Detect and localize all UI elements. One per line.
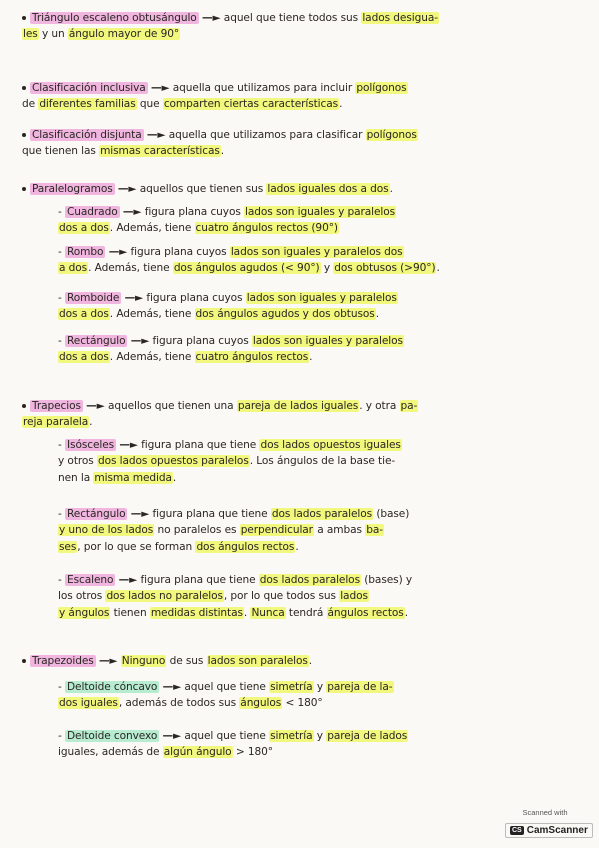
bullet-icon <box>22 404 26 408</box>
note-clasificacion-inclusiva: Clasificación inclusiva —► aquella que utilizamos para incluir polígonos de diferentes familias que comparten ciertas características. <box>22 82 407 111</box>
term-label: Deltoide convexo <box>67 730 158 742</box>
camscanner-watermark <box>505 808 588 838</box>
note-isosceles: - Isósceles —► figura plana que tiene dos lados opuestos iguales y otros dos lados opuestos paralelos. Los ángulos de la base tie- nen la misma medida. <box>58 439 401 484</box>
bullet-icon <box>22 16 26 20</box>
term-label: Trapecios <box>32 400 81 412</box>
arrow-icon: —► <box>162 730 182 742</box>
camscanner-logo <box>505 823 593 838</box>
arrow-icon: —► <box>130 508 150 520</box>
note-triangulo-escaleno: Triángulo escaleno obtusángulo —► aquel que tiene todos sus lados desigua- les y un ángulo mayor de 90° <box>23 12 438 41</box>
note-romboide: - Romboide —► figura plana cuyos lados son iguales y paralelos dos a dos. Además, tiene dos ángulos agudos y dos obtusos. <box>58 292 397 321</box>
arrow-icon: —► <box>130 335 150 347</box>
camscanner-icon: CS <box>512 827 522 834</box>
scanned-with-label: Scanned with <box>522 808 568 817</box>
note-trapecios: Trapecios —► aquellos que tienen una pareja de lados iguales. y otra pa- reja paralela. <box>23 400 418 429</box>
term-label: Triángulo escaleno obtusángulo <box>32 12 197 24</box>
term-label: Rectángulo <box>67 508 126 520</box>
bullet-icon <box>22 133 26 137</box>
camscanner-brand-label: CamScanner <box>526 825 588 836</box>
arrow-icon: —► <box>98 655 118 667</box>
arrow-icon: —► <box>201 12 221 24</box>
bullet-icon <box>22 659 26 663</box>
term-label: Escaleno <box>67 574 114 586</box>
arrow-icon: —► <box>146 129 166 141</box>
note-escaleno: - Escaleno —► figura plana que tiene dos lados paralelos (bases) y los otros dos lados no paralelos, por lo que todos sus lados y ángulos tienen medidas distintas. Nunca tendrá ángulos rectos. <box>58 574 413 619</box>
arrow-icon: —► <box>150 82 170 94</box>
term-label: Clasificación disjunta <box>32 129 142 141</box>
note-rectangulo-paralelogramo: - Rectángulo —► figura plana cuyos lados son iguales y paralelos dos a dos. Además, tiene cuatro ángulos rectos. <box>58 335 403 364</box>
bullet-icon <box>22 86 26 90</box>
term-label: Cuadrado <box>67 206 118 218</box>
note-rectangulo-trapecio: - Rectángulo —► figura plana que tiene dos lados paralelos (base) y uno de los lados no paralelos es perpendicular a ambas ba- ses, por lo que se forman dos ángulos rectos. <box>58 508 410 553</box>
bullet-icon <box>22 187 26 191</box>
arrow-icon: —► <box>119 439 138 451</box>
arrow-icon: —► <box>86 400 105 412</box>
arrow-icon: —► <box>118 574 138 586</box>
note-deltoide-convexo: - Deltoide convexo —► aquel que tiene simetría y pareja de lados iguales, además de algún ángulo > 180° <box>58 730 408 759</box>
term-label: Clasificación inclusiva <box>32 82 146 94</box>
note-rombo: - Rombo —► figura plana cuyos lados son iguales y paralelos dos a dos. Además, tiene dos ángulos agudos (< 90°) y dos obtusos (>90°). <box>58 246 440 275</box>
term-label: Paralelogramos <box>32 183 113 195</box>
term-label: Romboide <box>67 292 120 304</box>
term-label: Isósceles <box>67 439 115 451</box>
term-label: Rectángulo <box>67 335 126 347</box>
note-clasificacion-disjunta: Clasificación disjunta —► aquella que utilizamos para clasificar polígonos que tienen las mismas características. <box>22 129 417 158</box>
arrow-icon: —► <box>162 681 182 693</box>
term-label: Rombo <box>67 246 104 258</box>
arrow-icon: —► <box>122 206 142 218</box>
arrow-icon: —► <box>108 246 128 258</box>
arrow-icon: —► <box>124 292 144 304</box>
note-trapezoides: Trapezoides —► Ninguno de sus lados son paralelos. <box>22 653 581 669</box>
arrow-icon: —► <box>117 183 137 195</box>
term-label: Deltoide cóncavo <box>67 681 158 693</box>
note-paralelogramos: Paralelogramos —► aquellos que tienen sus lados iguales dos a dos. <box>22 181 581 197</box>
note-deltoide-concavo: - Deltoide cóncavo —► aquel que tiene simetría y pareja de la- dos iguales, además de todos sus ángulos < 180° <box>58 681 393 710</box>
term-label: Trapezoides <box>32 655 94 667</box>
note-cuadrado: - Cuadrado —► figura plana cuyos lados son iguales y paralelos dos a dos. Además, tiene cuatro ángulos rectos (90°) <box>58 206 396 235</box>
